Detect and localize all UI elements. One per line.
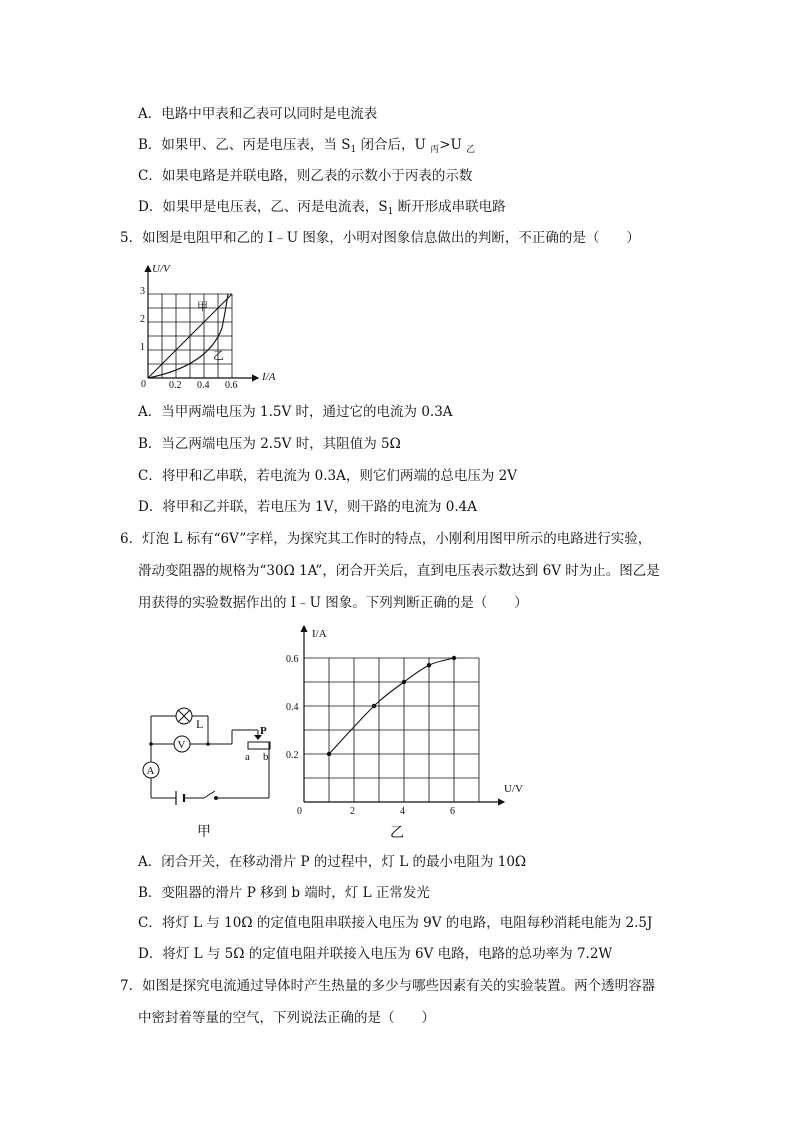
q6-data-point-3 (427, 663, 431, 667)
circuit-ammeter-label: A (146, 765, 155, 777)
q5-x-tick-1: 0.2 (169, 380, 182, 390)
battery-icon (176, 791, 184, 805)
rheostat-icon (248, 742, 270, 749)
circuit-end-b: b (263, 751, 269, 763)
q6-x-label: U/V (504, 783, 523, 795)
q4-b-sub1: 1 (350, 145, 357, 155)
q6-x-tick-6: 6 (450, 806, 455, 817)
q6-option-c: C．将灯 L 与 10Ω 的定值电阻串联接入电压为 9V 的电路，电阻每秒消耗电能为 2.5J (138, 915, 653, 931)
q5-y-tick-1: 1 (140, 342, 145, 353)
q5-graph (138, 258, 288, 390)
q6-y-tick-0.2: 0.2 (286, 750, 299, 761)
circuit-voltmeter-label: V (177, 739, 186, 751)
q4-b-sub2: 丙 (430, 145, 440, 155)
q6-stem-line1: 6．灯泡 L 标有“6V”字样，为探究其工作时的特点，小刚利用图甲所示的电路进行实验， (120, 531, 652, 547)
q6-y-tick-0.4: 0.4 (286, 702, 299, 713)
q6-y-tick-0.6: 0.6 (286, 654, 299, 665)
circuit-slider-label: P (260, 725, 267, 737)
q6-origin: 0 (297, 806, 302, 817)
q4-b-mid2: >U (439, 137, 467, 153)
q4-b-text: B．如果甲、乙、丙是电压表，当 S (138, 137, 351, 153)
chart-caption: 乙 (390, 825, 404, 841)
q7-stem-line2: 中密封着等量的空气，下列说法正确的是（ ） (138, 1010, 435, 1026)
q6-option-b: B．变阻器的滑片 P 移到 b 端时，灯 L 正常发光 (138, 885, 430, 901)
q5-label-jia: 甲 (197, 301, 208, 313)
q6-data-point-4 (452, 656, 456, 660)
q6-x-tick-4: 4 (400, 806, 405, 817)
q5-x-tick-2: 0.4 (197, 380, 210, 390)
q5-y-tick-2: 2 (140, 314, 145, 325)
circuit-lamp-label: L (196, 717, 204, 731)
q5-origin: 0 (141, 379, 146, 390)
circuit-end-a: a (245, 751, 250, 763)
lamp-icon (176, 708, 192, 724)
q5-stem: 5．如图是电阻甲和乙的 I﹣U 图象，小明对图象信息做出的判断，不正确的是（ ） (120, 230, 640, 246)
q6-x-tick-2: 2 (350, 806, 355, 817)
q6-stem-line2: 滑动变阻器的规格为“30Ω 1A”，闭合开关后，直到电压表示数达到 6V 时为止。图乙是 (138, 563, 660, 579)
q4-option-d (138, 197, 506, 222)
q5-y-label: U/V (152, 263, 170, 275)
q4-option-b (138, 135, 475, 160)
q5-y-tick-3: 3 (140, 286, 145, 297)
q6-grid (304, 658, 479, 802)
q4-option-a: A．电路中甲表和乙表可以同时是电流表 (138, 106, 378, 122)
circuit-caption: 甲 (197, 824, 211, 840)
q4-b-mid: 闭合后，U (356, 137, 431, 153)
q4-d-post: 断开形成串联电路 (393, 199, 506, 215)
q6-y-label: I/A (312, 628, 327, 640)
switch-icon (204, 791, 218, 800)
q5-label-yi: 乙 (213, 350, 224, 362)
q6-data-point-2 (402, 680, 406, 684)
q6-chart (286, 620, 536, 822)
q5-x-tick-3: 0.6 (225, 380, 238, 390)
q7-stem-line1: 7．如图是探究电流通过导体时产生热量的多少与哪些因素有关的实验装置。两个透明容器 (120, 978, 656, 994)
q6-option-d: D．将灯 L 与 5Ω 的定值电阻并联接入电压为 6V 电路，电路的总功率为 7.2W (138, 946, 613, 962)
q4-b-sub3: 乙 (466, 145, 476, 155)
q6-option-a: A．闭合开关，在移动滑片 P 的过程中，灯 L 的最小电阻为 10Ω (138, 854, 527, 870)
q4-option-c: C．如果电路是并联电路，则乙表的示数小于丙表的示数 (138, 168, 473, 184)
q5-option-d: D．将甲和乙并联，若电压为 1V，则干路的电流为 0.4A (138, 499, 477, 515)
q4-d-sub: 1 (387, 207, 394, 217)
q6-data-point-0 (327, 752, 331, 756)
q5-option-c: C．将甲和乙串联，若电流为 0.3A，则它们两端的总电压为 2V (138, 468, 517, 484)
q5-option-b: B．当乙两端电压为 2.5V 时，其阻值为 5Ω (138, 436, 401, 452)
q5-option-a: A．当甲两端电压为 1.5V 时，通过它的电流为 0.3A (138, 404, 453, 420)
q4-d-text: D．如果甲是电压表，乙、丙是电流表，S (138, 199, 388, 215)
q6-stem-line3: 用获得的实验数据作出的 I﹣U 图象。下列判断正确的是（ ） (138, 595, 528, 611)
q6-data-point-1 (372, 704, 376, 708)
q5-x-label: I/A (262, 371, 276, 383)
q6-circuit (136, 698, 276, 808)
